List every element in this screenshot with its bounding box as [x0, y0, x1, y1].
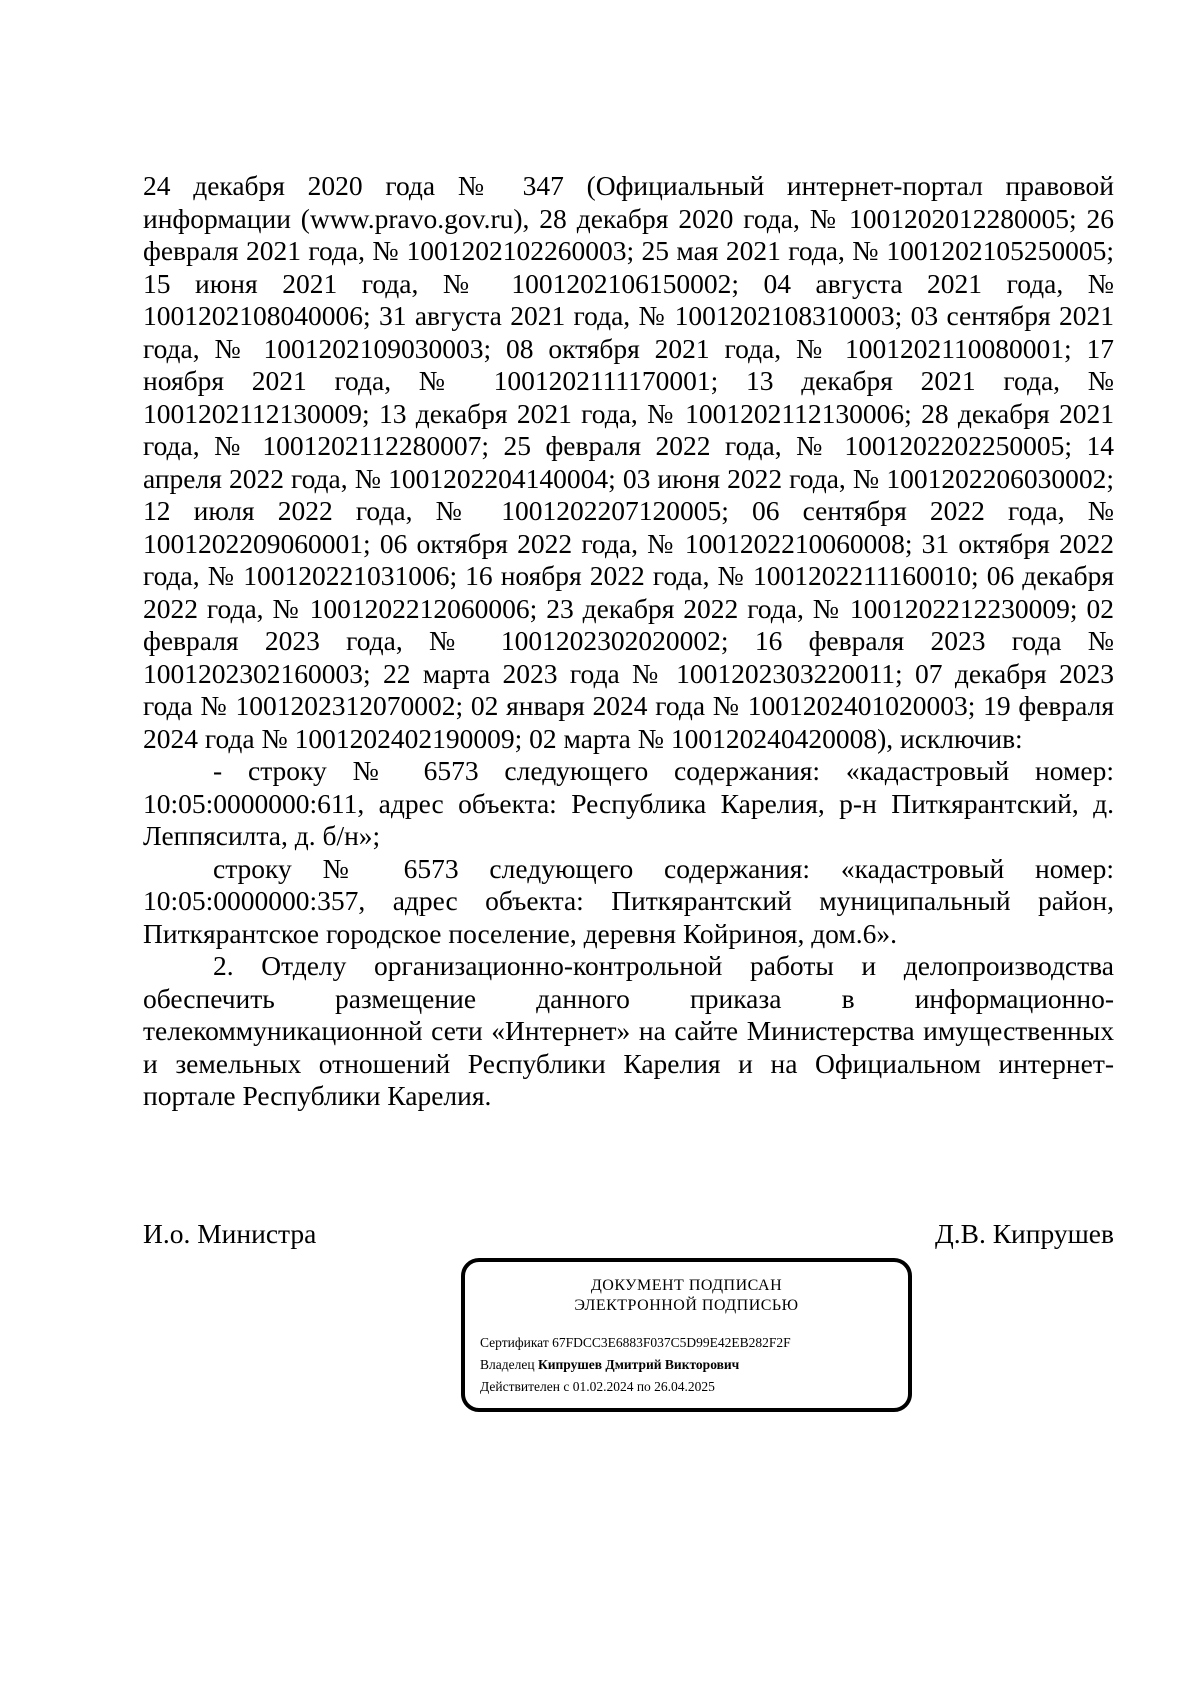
- paragraph-item-2: 2. Отделу организационно-контрольной работы и делопроизводства обеспечить размещение данного приказа в информационно-телекоммуникационной сети «Интернет» на сайте Министерства имущественных и земельных отношений Республики Карелия и на Официальном интернет-портале Республики Карелия.: [143, 950, 1114, 1111]
- stamp-valid-from: 01.02.2024: [572, 1379, 634, 1394]
- stamp-owner-line: [480, 1354, 908, 1376]
- signatory-position: И.о. Министра: [143, 1218, 317, 1249]
- electronic-signature-stamp: [461, 1258, 912, 1412]
- stamp-validity-line: [480, 1376, 908, 1398]
- document-body: [143, 170, 1114, 1113]
- stamp-valid-to: 26.04.2025: [654, 1379, 715, 1394]
- stamp-certificate-label: Сертификат: [480, 1335, 549, 1350]
- stamp-valid-to-label: по: [636, 1379, 651, 1394]
- paragraph-exclusion-2: строку № 6573 следующего содержания: «кадастровый номер: 10:05:0000000:357, адрес объекта: Питкярантский муниципальный район, Питкярантское городское поселение, деревня Койриноя, дом.6».: [143, 852, 1114, 949]
- stamp-details: [480, 1332, 908, 1398]
- signature-row: [143, 1218, 1114, 1250]
- stamp-title: [465, 1276, 908, 1316]
- stamp-owner-value: Кипрушев Дмитрий Викторович: [537, 1357, 740, 1372]
- paragraph-amendment-list: 24 декабря 2020 года № 347 (Официальный интернет-портал правовой информации (www.pravo.gov.ru), 28 декабря 2020 года, № 1001202012280005; 26 февраля 2021 года, № 1001202102260003; 25 мая 2021 года, № 1001202105250005; 15 июня 2021 года, № 1001202106150002; 04 августа 2021 года, № 1001202108040006; 31 августа 2021 года, № 1001202108310003; 03 сентября 2021 года, № 1001202109030003; 08 октября 2021 года, № 1001202110080001; 17 ноября 2021 года, № 1001202111170001; 13 декабря 2021 года, № 1001202112130009; 13 декабря 2021 года, № 1001202112130006; 28 декабря 2021 года, № 1001202112280007; 25 февраля 2022 года, № 1001202202250005; 14 апреля 2022 года, № 1001202204140004; 03 июня 2022 года, № 1001202206030002; 12 июля 2022 года, № 1001202207120005; 06 сентября 2022 года, № 1001202209060001; 06 октября 2022 года, № 1001202210060008; 31 октября 2022 года, № 100120221031006; 16 ноября 2022 года, № 1001202211160010; 06 декабря 2022 года, № 1001202212060006; 23 декабря 2022 года, № 1001202212230009; 02 февраля 2023 года, № 1001202302020002; 16 февраля 2023 года № 1001202302160003; 22 марта 2023 года № 1001202303220011; 07 декабря 2023 года № 1001202312070002; 02 января 2024 года № 1001202401020003; 19 февраля 2024 года № 1001202402190009; 02 марта № 100120240420008), исключив:: [143, 170, 1114, 754]
- stamp-valid-from-label: с: [563, 1379, 570, 1394]
- stamp-certificate-line: [480, 1332, 908, 1354]
- signatory-name: Д.В. Кипрушев: [934, 1218, 1114, 1249]
- stamp-title-line-1: ДОКУМЕНТ ПОДПИСАН: [590, 1277, 783, 1294]
- stamp-certificate-value: 67FDCC3E6883F037C5D99E42EB282F2F: [552, 1335, 791, 1350]
- paragraph-exclusion-1: - строку № 6573 следующего содержания: «кадастровый номер: 10:05:0000000:611, адрес объекта: Республика Карелия, р-н Питкярантский, д. Леппясилта, д. б/н»;: [143, 755, 1114, 851]
- stamp-title-line-2: ЭЛЕКТРОННОЙ ПОДПИСЬЮ: [574, 1297, 799, 1314]
- stamp-valid-label: Действителен: [480, 1379, 560, 1394]
- stamp-owner-label: Владелец: [480, 1357, 535, 1372]
